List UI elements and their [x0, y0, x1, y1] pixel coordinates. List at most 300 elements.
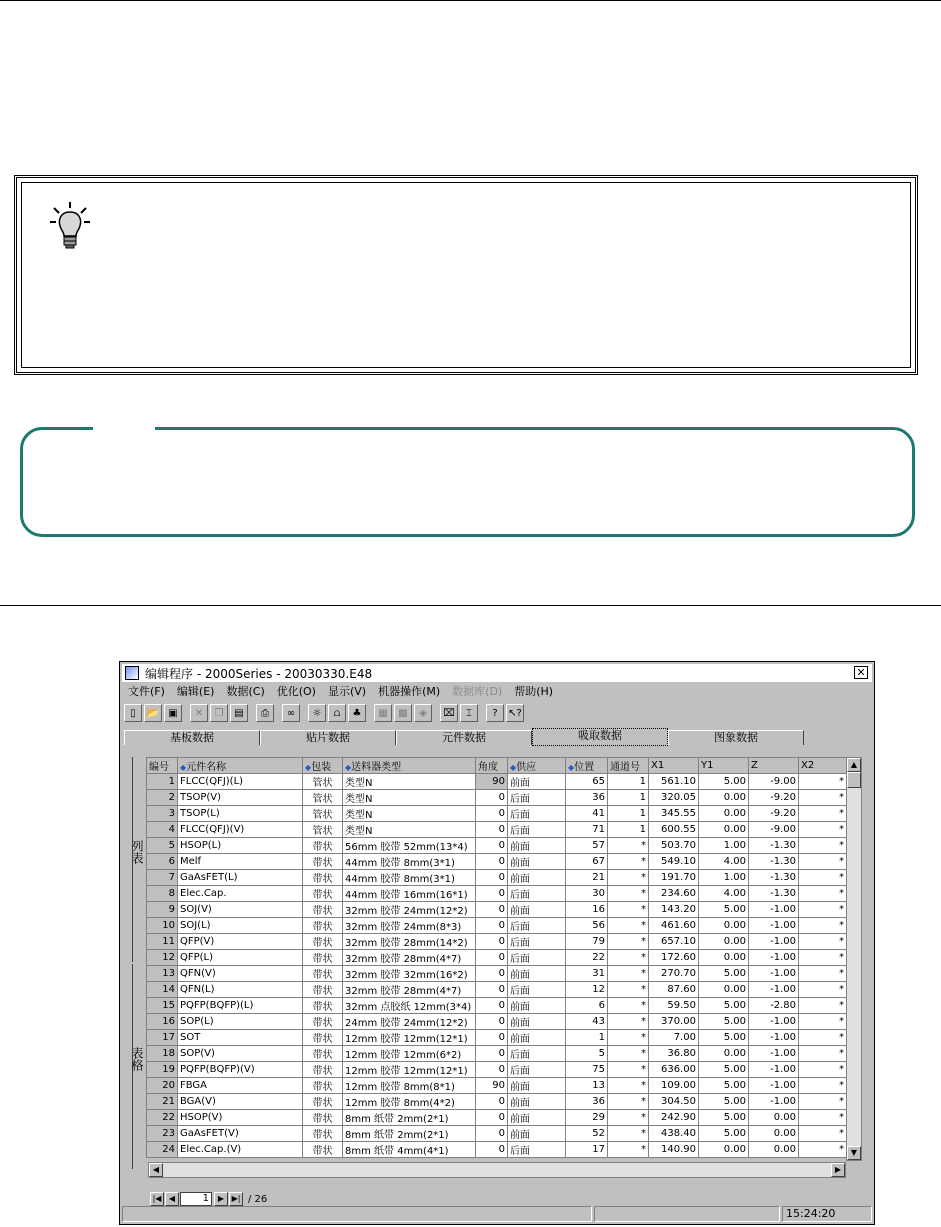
help-icon[interactable]: ? — [486, 704, 504, 722]
last-page-icon[interactable]: ▶| — [229, 1192, 243, 1206]
table-cell[interactable]: 65 — [566, 774, 608, 790]
table-cell[interactable]: 0.00 — [699, 1046, 749, 1062]
table-row[interactable] — [147, 1014, 847, 1030]
table-cell[interactable]: * — [608, 870, 649, 886]
table-cell[interactable]: 461.60 — [649, 918, 699, 934]
table-cell[interactable]: 5.00 — [699, 966, 749, 982]
scroll-right-icon[interactable]: ▶ — [831, 1163, 845, 1177]
table-cell[interactable]: 143.20 — [649, 902, 699, 918]
table-cell[interactable]: * — [608, 1094, 649, 1110]
column-header-4[interactable] — [476, 758, 508, 774]
table-row[interactable] — [147, 774, 847, 790]
column-header-2[interactable] — [303, 758, 343, 774]
table-cell[interactable]: 0 — [476, 1094, 508, 1110]
table-cell[interactable]: * — [799, 886, 847, 902]
table-cell[interactable]: 32mm 胶带 28mm(4*7) — [343, 950, 476, 966]
table-cell[interactable]: 503.70 — [649, 838, 699, 854]
table-cell[interactable]: -1.00 — [749, 1014, 799, 1030]
table-cell[interactable]: 1 — [608, 822, 649, 838]
column-header-5[interactable] — [508, 758, 566, 774]
table-cell[interactable]: 90 — [476, 1078, 508, 1094]
table-cell[interactable]: 带状 — [303, 1094, 343, 1110]
table-cell[interactable]: * — [799, 870, 847, 886]
scroll-thumb[interactable] — [847, 772, 861, 788]
table-cell[interactable]: 带状 — [303, 838, 343, 854]
table-cell[interactable]: * — [799, 934, 847, 950]
table-cell[interactable]: 前面 — [508, 870, 566, 886]
table-cell[interactable]: 后面 — [508, 1046, 566, 1062]
table-cell[interactable]: -1.00 — [749, 1046, 799, 1062]
menu-item-6[interactable]: 数据库(D) — [452, 685, 503, 698]
table-cell[interactable]: 0 — [476, 1062, 508, 1078]
copy-icon[interactable]: ❐ — [210, 704, 228, 722]
table-row[interactable] — [147, 982, 847, 998]
table-cell[interactable]: * — [799, 806, 847, 822]
table-cell[interactable]: * — [799, 918, 847, 934]
table-cell[interactable]: 234.60 — [649, 886, 699, 902]
table-cell[interactable]: 5.00 — [699, 1110, 749, 1126]
table-cell[interactable]: 36 — [566, 790, 608, 806]
db-icon-1[interactable]: ▦ — [374, 704, 392, 722]
table-cell[interactable]: 16 — [566, 902, 608, 918]
table-cell[interactable]: TSOP(V) — [178, 790, 303, 806]
table-cell[interactable]: 32mm 胶带 24mm(8*3) — [343, 918, 476, 934]
table-cell[interactable]: 0 — [476, 1046, 508, 1062]
table-cell[interactable]: 438.40 — [649, 1126, 699, 1142]
table-cell[interactable]: Elec.Cap. — [178, 886, 303, 902]
table-cell[interactable]: 0 — [476, 1014, 508, 1030]
table-cell[interactable]: * — [799, 1094, 847, 1110]
table-cell[interactable]: * — [608, 902, 649, 918]
table-cell[interactable]: * — [799, 1078, 847, 1094]
table-cell[interactable]: * — [608, 1046, 649, 1062]
table-row[interactable] — [147, 950, 847, 966]
tab-placement-data[interactable]: 贴片数据 — [260, 730, 396, 745]
table-cell[interactable]: GaAsFET(V) — [178, 1126, 303, 1142]
table-cell[interactable]: * — [799, 1046, 847, 1062]
table-cell[interactable]: Melf — [178, 854, 303, 870]
table-cell[interactable]: 0.00 — [699, 1142, 749, 1158]
table-cell[interactable]: 13 — [147, 966, 178, 982]
table-cell[interactable]: * — [799, 1030, 847, 1046]
table-cell[interactable]: 36 — [566, 1094, 608, 1110]
table-cell[interactable]: -1.00 — [749, 950, 799, 966]
table-cell[interactable]: 22 — [566, 950, 608, 966]
table-cell[interactable]: 12mm 胶带 12mm(12*1) — [343, 1030, 476, 1046]
table-cell[interactable]: FLCC(QFJ)(L) — [178, 774, 303, 790]
table-cell[interactable]: 0.00 — [749, 1110, 799, 1126]
table-cell[interactable]: 636.00 — [649, 1062, 699, 1078]
table-cell[interactable]: 带状 — [303, 886, 343, 902]
table-cell[interactable]: 管状 — [303, 774, 343, 790]
table-cell[interactable]: 5.00 — [699, 1094, 749, 1110]
table-cell[interactable]: 5.00 — [699, 774, 749, 790]
table-cell[interactable]: 7.00 — [649, 1030, 699, 1046]
table-cell[interactable]: 549.10 — [649, 854, 699, 870]
table-row[interactable] — [147, 1110, 847, 1126]
table-cell[interactable]: * — [608, 854, 649, 870]
table-cell[interactable]: QFP(L) — [178, 950, 303, 966]
table-cell[interactable]: 22 — [147, 1110, 178, 1126]
table-cell[interactable]: 4 — [147, 822, 178, 838]
table-cell[interactable]: 前面 — [508, 1030, 566, 1046]
table-cell[interactable]: 0.00 — [699, 806, 749, 822]
table-cell[interactable]: * — [608, 1062, 649, 1078]
table-cell[interactable]: 20 — [147, 1078, 178, 1094]
table-cell[interactable]: 0.00 — [699, 822, 749, 838]
table-cell[interactable]: 12mm 胶带 12mm(12*1) — [343, 1062, 476, 1078]
table-cell[interactable]: 0 — [476, 966, 508, 982]
table-cell[interactable]: 前面 — [508, 998, 566, 1014]
table-cell[interactable]: FBGA — [178, 1078, 303, 1094]
table-cell[interactable]: HSOP(L) — [178, 838, 303, 854]
scroll-up-icon[interactable]: ▲ — [847, 758, 861, 772]
table-cell[interactable]: 56 — [566, 918, 608, 934]
table-cell[interactable]: -9.00 — [749, 822, 799, 838]
table-cell[interactable]: 172.60 — [649, 950, 699, 966]
table-cell[interactable]: 管状 — [303, 806, 343, 822]
table-cell[interactable]: 带状 — [303, 1110, 343, 1126]
table-cell[interactable]: 前面 — [508, 1014, 566, 1030]
table-cell[interactable]: -1.30 — [749, 870, 799, 886]
table-cell[interactable]: 191.70 — [649, 870, 699, 886]
table-cell[interactable]: * — [799, 774, 847, 790]
table-cell[interactable]: 19 — [147, 1062, 178, 1078]
table-cell[interactable]: 17 — [566, 1142, 608, 1158]
table-cell[interactable]: * — [608, 838, 649, 854]
table-cell[interactable]: 345.55 — [649, 806, 699, 822]
table-cell[interactable]: 5.00 — [699, 1126, 749, 1142]
table-cell[interactable]: 21 — [147, 1094, 178, 1110]
table-cell[interactable]: 后面 — [508, 886, 566, 902]
table-cell[interactable]: 36.80 — [649, 1046, 699, 1062]
prev-page-icon[interactable]: ◀ — [165, 1192, 179, 1206]
table-cell[interactable]: 29 — [566, 1110, 608, 1126]
table-row[interactable] — [147, 790, 847, 806]
table-cell[interactable]: * — [608, 1126, 649, 1142]
table-row[interactable] — [147, 1094, 847, 1110]
table-cell[interactable]: 12mm 胶带 12mm(6*2) — [343, 1046, 476, 1062]
vertical-scrollbar[interactable] — [846, 757, 862, 1161]
table-cell[interactable]: * — [608, 966, 649, 982]
table-cell[interactable]: 带状 — [303, 1062, 343, 1078]
table-cell[interactable]: 后面 — [508, 806, 566, 822]
table-cell[interactable]: -1.30 — [749, 838, 799, 854]
table-cell[interactable]: 10 — [147, 918, 178, 934]
table-cell[interactable]: -1.00 — [749, 1030, 799, 1046]
table-cell[interactable]: * — [799, 1062, 847, 1078]
column-header-11[interactable] — [799, 758, 847, 774]
table-cell[interactable]: 8mm 纸带 2mm(2*1) — [343, 1110, 476, 1126]
table-cell[interactable]: 13 — [566, 1078, 608, 1094]
table-cell[interactable]: 后面 — [508, 790, 566, 806]
table-cell[interactable]: 12 — [566, 982, 608, 998]
table-cell[interactable]: 56mm 胶带 52mm(13*4) — [343, 838, 476, 854]
table-cell[interactable]: 带状 — [303, 1046, 343, 1062]
table-cell[interactable]: 32mm 胶带 24mm(12*2) — [343, 902, 476, 918]
table-cell[interactable]: 带状 — [303, 918, 343, 934]
table-row[interactable] — [147, 822, 847, 838]
table-cell[interactable]: 前面 — [508, 854, 566, 870]
table-cell[interactable]: TSOP(L) — [178, 806, 303, 822]
table-cell[interactable]: 41 — [566, 806, 608, 822]
table-cell[interactable]: 6 — [566, 998, 608, 1014]
table-cell[interactable]: * — [799, 998, 847, 1014]
column-header-6[interactable] — [566, 758, 608, 774]
table-cell[interactable]: 600.55 — [649, 822, 699, 838]
table-cell[interactable]: -1.00 — [749, 902, 799, 918]
table-cell[interactable]: -1.00 — [749, 1062, 799, 1078]
table-cell[interactable]: 0 — [476, 934, 508, 950]
table-cell[interactable]: * — [799, 1014, 847, 1030]
table-row[interactable] — [147, 886, 847, 902]
table-cell[interactable]: 0 — [476, 822, 508, 838]
menu-item-3[interactable]: 优化(O) — [276, 685, 316, 698]
table-cell[interactable]: 0 — [476, 870, 508, 886]
table-cell[interactable]: 带状 — [303, 1142, 343, 1158]
open-folder-icon[interactable]: 📂 — [144, 704, 162, 722]
table-cell[interactable]: 18 — [147, 1046, 178, 1062]
menu-item-0[interactable]: 文件(F) — [128, 685, 165, 698]
table-cell[interactable]: 657.10 — [649, 934, 699, 950]
table-cell[interactable]: 0 — [476, 790, 508, 806]
tab-pickup-data[interactable]: 吸取数据 — [532, 728, 668, 746]
table-cell[interactable]: * — [608, 1078, 649, 1094]
table-cell[interactable]: 52 — [566, 1126, 608, 1142]
table-cell[interactable]: 0 — [476, 1142, 508, 1158]
table-cell[interactable]: 9 — [147, 902, 178, 918]
table-cell[interactable]: 32mm 胶带 28mm(14*2) — [343, 934, 476, 950]
table-cell[interactable]: * — [608, 1110, 649, 1126]
table-cell[interactable]: SOJ(V) — [178, 902, 303, 918]
table-cell[interactable]: * — [799, 950, 847, 966]
table-cell[interactable]: 带状 — [303, 950, 343, 966]
table-cell[interactable]: 71 — [566, 822, 608, 838]
table-cell[interactable]: 带状 — [303, 934, 343, 950]
table-cell[interactable]: -1.00 — [749, 918, 799, 934]
context-help-icon[interactable]: ↖? — [506, 704, 524, 722]
nozzle-icon[interactable]: ⩍ — [328, 704, 346, 722]
table-cell[interactable]: * — [799, 966, 847, 982]
table-cell[interactable]: 11 — [147, 934, 178, 950]
table-cell[interactable]: 5.00 — [699, 1030, 749, 1046]
table-row[interactable] — [147, 838, 847, 854]
table-cell[interactable]: 8 — [147, 886, 178, 902]
table-cell[interactable]: * — [608, 982, 649, 998]
table-cell[interactable]: 59.50 — [649, 998, 699, 1014]
table-cell[interactable]: 带状 — [303, 1126, 343, 1142]
tab-image-data[interactable]: 图象数据 — [668, 730, 804, 745]
table-cell[interactable]: -1.30 — [749, 886, 799, 902]
table-cell[interactable]: 前面 — [508, 1078, 566, 1094]
table-cell[interactable]: 5.00 — [699, 998, 749, 1014]
table-cell[interactable]: 类型N — [343, 774, 476, 790]
table-cell[interactable]: 12 — [147, 950, 178, 966]
table-cell[interactable]: 1 — [608, 806, 649, 822]
table-cell[interactable]: 23 — [147, 1126, 178, 1142]
table-cell[interactable]: -1.00 — [749, 982, 799, 998]
column-header-0[interactable] — [147, 758, 178, 774]
table-row[interactable] — [147, 918, 847, 934]
table-cell[interactable]: 44mm 胶带 8mm(3*1) — [343, 870, 476, 886]
table-cell[interactable]: Elec.Cap.(V) — [178, 1142, 303, 1158]
table-cell[interactable]: 140.90 — [649, 1142, 699, 1158]
table-cell[interactable]: 1.00 — [699, 870, 749, 886]
column-header-3[interactable] — [343, 758, 476, 774]
feeder-icon[interactable]: ♣ — [348, 704, 366, 722]
table-cell[interactable]: 类型N — [343, 806, 476, 822]
find-icon[interactable]: ∞ — [282, 704, 300, 722]
db-icon-3[interactable]: ◈ — [414, 704, 432, 722]
table-cell[interactable]: 16 — [147, 1014, 178, 1030]
table-cell[interactable]: 管状 — [303, 790, 343, 806]
table-cell[interactable]: -1.00 — [749, 1078, 799, 1094]
table-cell[interactable]: * — [799, 790, 847, 806]
table-cell[interactable]: 32mm 胶带 32mm(16*2) — [343, 966, 476, 982]
table-cell[interactable]: 0.00 — [699, 918, 749, 934]
table-cell[interactable]: 前面 — [508, 774, 566, 790]
table-cell[interactable]: 14 — [147, 982, 178, 998]
table-cell[interactable]: -2.80 — [749, 998, 799, 1014]
table-cell[interactable]: 0 — [476, 1110, 508, 1126]
table-cell[interactable]: 后面 — [508, 1142, 566, 1158]
table-cell[interactable]: 0 — [476, 918, 508, 934]
menu-item-4[interactable]: 显示(V) — [327, 685, 367, 698]
table-cell[interactable]: 2 — [147, 790, 178, 806]
table-cell[interactable]: 带状 — [303, 854, 343, 870]
next-page-icon[interactable]: ▶ — [214, 1192, 228, 1206]
table-cell[interactable]: 1.00 — [699, 838, 749, 854]
table-cell[interactable]: -1.30 — [749, 854, 799, 870]
table-cell[interactable]: GaAsFET(L) — [178, 870, 303, 886]
optimize-icon[interactable]: ☼ — [308, 704, 326, 722]
table-cell[interactable]: FLCC(QFJ)(V) — [178, 822, 303, 838]
list-view-label[interactable]: 列表 — [130, 840, 144, 864]
table-cell[interactable]: * — [799, 1142, 847, 1158]
table-cell[interactable]: 带状 — [303, 998, 343, 1014]
table-cell[interactable]: 前面 — [508, 838, 566, 854]
table-cell[interactable]: 12mm 胶带 8mm(4*2) — [343, 1094, 476, 1110]
table-cell[interactable]: -1.00 — [749, 934, 799, 950]
table-cell[interactable]: 21 — [566, 870, 608, 886]
table-cell[interactable]: 1 — [608, 774, 649, 790]
table-cell[interactable]: 后面 — [508, 918, 566, 934]
table-row[interactable] — [147, 1030, 847, 1046]
table-cell[interactable]: 43 — [566, 1014, 608, 1030]
table-cell[interactable]: 带状 — [303, 1078, 343, 1094]
table-cell[interactable]: -9.00 — [749, 774, 799, 790]
table-row[interactable] — [147, 1078, 847, 1094]
table-cell[interactable]: 0.00 — [699, 790, 749, 806]
table-cell[interactable]: QFP(V) — [178, 934, 303, 950]
save-icon[interactable]: ▣ — [164, 704, 182, 722]
table-cell[interactable]: -1.00 — [749, 966, 799, 982]
table-cell[interactable]: 后面 — [508, 950, 566, 966]
table-cell[interactable]: 0 — [476, 998, 508, 1014]
table-cell[interactable]: 242.90 — [649, 1110, 699, 1126]
table-cell[interactable]: 后面 — [508, 982, 566, 998]
menu-item-7[interactable]: 帮助(H) — [514, 685, 554, 698]
table-row[interactable] — [147, 966, 847, 982]
column-header-10[interactable] — [749, 758, 799, 774]
table-cell[interactable]: 32mm 胶带 28mm(4*7) — [343, 982, 476, 998]
table-cell[interactable]: 1 — [608, 790, 649, 806]
table-cell[interactable]: 75 — [566, 1062, 608, 1078]
table-cell[interactable]: 6 — [147, 854, 178, 870]
table-cell[interactable]: 带状 — [303, 966, 343, 982]
table-row[interactable] — [147, 998, 847, 1014]
horizontal-scrollbar[interactable] — [148, 1162, 846, 1178]
table-cell[interactable]: * — [608, 1014, 649, 1030]
table-cell[interactable]: 前面 — [508, 1126, 566, 1142]
table-cell[interactable]: 561.10 — [649, 774, 699, 790]
table-cell[interactable]: 管状 — [303, 822, 343, 838]
table-cell[interactable]: 带状 — [303, 982, 343, 998]
table-cell[interactable]: 前面 — [508, 966, 566, 982]
cut-icon[interactable]: ✕ — [190, 704, 208, 722]
table-cell[interactable]: 304.50 — [649, 1094, 699, 1110]
table-cell[interactable]: 0.00 — [699, 982, 749, 998]
table-cell[interactable]: 87.60 — [649, 982, 699, 998]
table-cell[interactable]: -9.20 — [749, 806, 799, 822]
table-cell[interactable]: 5.00 — [699, 1062, 749, 1078]
table-cell[interactable]: 0 — [476, 1030, 508, 1046]
table-cell[interactable]: 0 — [476, 886, 508, 902]
table-cell[interactable]: 8mm 纸带 2mm(2*1) — [343, 1126, 476, 1142]
table-cell[interactable]: * — [608, 998, 649, 1014]
table-cell[interactable]: PQFP(BQFP)(L) — [178, 998, 303, 1014]
machine-icon-2[interactable]: ⌶ — [460, 704, 478, 722]
table-cell[interactable]: * — [799, 1126, 847, 1142]
scroll-down-icon[interactable]: ▼ — [847, 1146, 861, 1160]
table-cell[interactable]: 44mm 胶带 8mm(3*1) — [343, 854, 476, 870]
table-cell[interactable]: 109.00 — [649, 1078, 699, 1094]
table-cell[interactable]: * — [608, 918, 649, 934]
table-row[interactable] — [147, 1142, 847, 1158]
menu-item-1[interactable]: 编辑(E) — [176, 685, 215, 698]
table-cell[interactable]: 4.00 — [699, 886, 749, 902]
table-cell[interactable]: 后面 — [508, 822, 566, 838]
menu-item-5[interactable]: 机器操作(M) — [378, 685, 441, 698]
table-cell[interactable]: 带状 — [303, 1014, 343, 1030]
menu-item-2[interactable]: 数据(C) — [226, 685, 265, 698]
table-row[interactable] — [147, 854, 847, 870]
table-row[interactable] — [147, 806, 847, 822]
table-cell[interactable]: 15 — [147, 998, 178, 1014]
table-cell[interactable]: 90 — [476, 774, 508, 790]
new-file-icon[interactable]: ▯ — [124, 704, 142, 722]
table-cell[interactable]: 67 — [566, 854, 608, 870]
table-cell[interactable]: 1 — [147, 774, 178, 790]
first-page-icon[interactable]: |◀ — [150, 1192, 164, 1206]
table-cell[interactable]: 31 — [566, 966, 608, 982]
table-cell[interactable]: 类型N — [343, 790, 476, 806]
table-cell[interactable]: * — [799, 854, 847, 870]
table-cell[interactable]: 0 — [476, 982, 508, 998]
table-cell[interactable]: QFN(V) — [178, 966, 303, 982]
table-cell[interactable]: * — [608, 1030, 649, 1046]
table-cell[interactable]: 0 — [476, 950, 508, 966]
table-cell[interactable]: * — [608, 1142, 649, 1158]
table-cell[interactable]: 270.70 — [649, 966, 699, 982]
table-cell[interactable]: 79 — [566, 934, 608, 950]
table-cell[interactable]: 0.00 — [699, 934, 749, 950]
table-cell[interactable]: * — [799, 1110, 847, 1126]
table-cell[interactable]: 0 — [476, 902, 508, 918]
table-cell[interactable]: 17 — [147, 1030, 178, 1046]
table-cell[interactable]: 44mm 胶带 16mm(16*1) — [343, 886, 476, 902]
table-view-label[interactable]: 表格 — [130, 1047, 144, 1071]
